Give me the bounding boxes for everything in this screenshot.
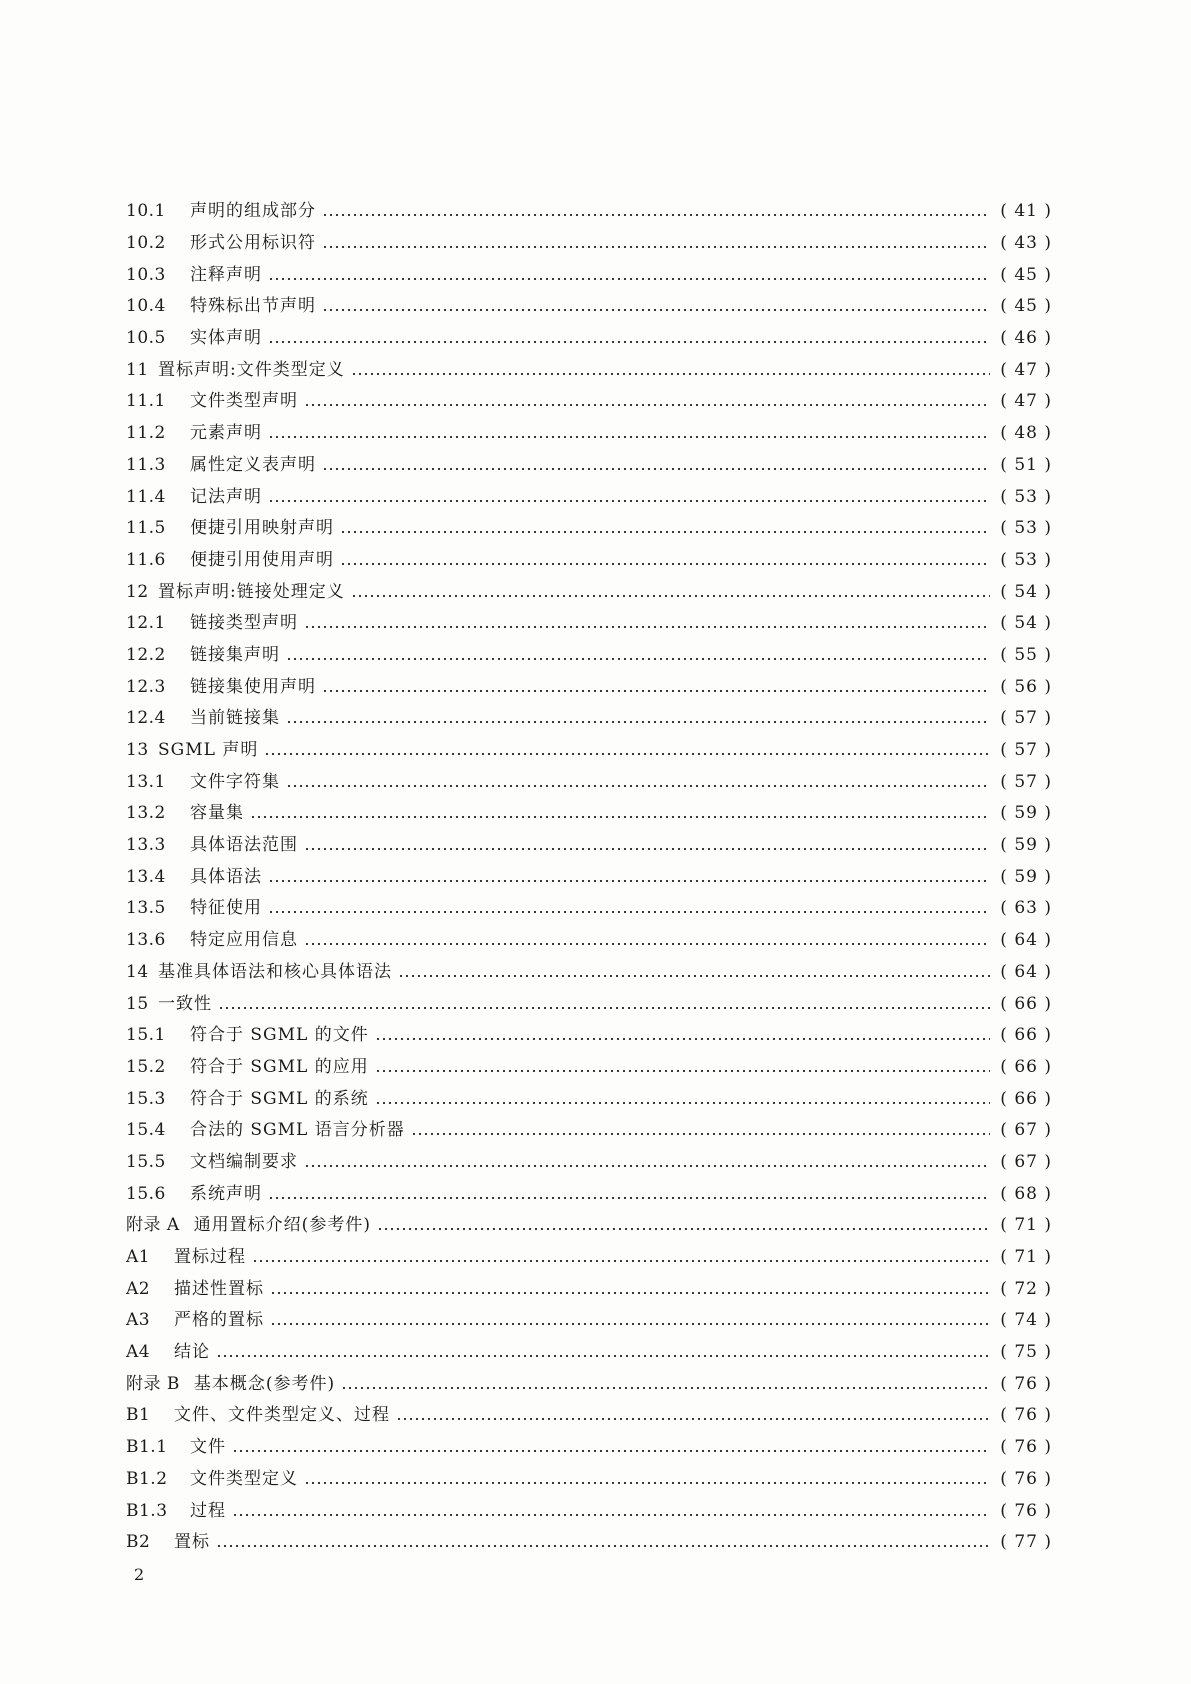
toc-entry bbox=[126, 1337, 1052, 1369]
toc-entry-title: 声明的组成部分 bbox=[190, 201, 316, 222]
toc-dot-leader bbox=[270, 1281, 990, 1298]
toc-dot-leader bbox=[341, 1376, 990, 1393]
toc-entry bbox=[126, 481, 1052, 513]
toc-entry-page: ( 64 ) bbox=[1000, 961, 1052, 982]
toc-entry-title: 文件字符集 bbox=[190, 771, 280, 792]
toc-entry bbox=[126, 608, 1052, 640]
toc-dot-leader bbox=[216, 1344, 990, 1361]
toc-entry-title: 当前链接集 bbox=[190, 708, 280, 729]
toc-entry bbox=[126, 766, 1052, 798]
toc-entry bbox=[126, 1400, 1052, 1432]
toc-entry-page: ( 66 ) bbox=[1000, 1088, 1052, 1109]
toc-entry-page: ( 67 ) bbox=[1000, 1120, 1052, 1141]
toc-dot-leader bbox=[232, 1439, 990, 1456]
toc-entry bbox=[126, 1210, 1052, 1242]
toc-entry-page: ( 57 ) bbox=[1000, 708, 1052, 729]
toc-entry-number: 14 bbox=[126, 961, 149, 982]
toc-entry-page: ( 59 ) bbox=[1000, 803, 1052, 824]
toc-entry-page: ( 48 ) bbox=[1000, 423, 1052, 444]
toc-entry-title: 符合于 SGML 的文件 bbox=[190, 1025, 369, 1046]
toc-entry-page: ( 76 ) bbox=[1000, 1373, 1052, 1394]
toc-entry bbox=[126, 893, 1052, 925]
toc-dot-leader bbox=[396, 1407, 990, 1424]
toc-entry-page: ( 54 ) bbox=[1000, 613, 1052, 634]
toc-dot-leader bbox=[398, 964, 990, 981]
toc-entry-title: 链接类型声明 bbox=[190, 613, 298, 634]
toc-entry-title: 文件类型声明 bbox=[190, 391, 298, 412]
toc-entry-title: 形式公用标识符 bbox=[190, 233, 316, 254]
toc-dot-leader bbox=[218, 996, 990, 1013]
table-of-contents bbox=[126, 196, 1052, 1559]
toc-dot-leader bbox=[322, 457, 990, 474]
toc-entry-title: 链接集声明 bbox=[190, 644, 280, 665]
toc-entry-title: 文件类型定义 bbox=[190, 1468, 298, 1489]
toc-dot-leader bbox=[377, 1217, 990, 1234]
toc-entry-number: 12 bbox=[126, 581, 149, 602]
toc-entry bbox=[126, 1242, 1052, 1274]
toc-entry-title: 实体声明 bbox=[190, 328, 262, 349]
toc-entry bbox=[126, 1527, 1052, 1559]
toc-dot-leader bbox=[340, 552, 990, 569]
toc-entry bbox=[126, 545, 1052, 577]
toc-entry-number: 10.4 bbox=[126, 296, 166, 317]
toc-entry bbox=[126, 1368, 1052, 1400]
toc-dot-leader bbox=[351, 362, 990, 379]
toc-dot-leader bbox=[268, 869, 990, 886]
toc-entry-page: ( 43 ) bbox=[1000, 233, 1052, 254]
toc-entry-page: ( 45 ) bbox=[1000, 296, 1052, 317]
toc-dot-leader bbox=[270, 1312, 990, 1329]
toc-entry bbox=[126, 259, 1052, 291]
toc-entry bbox=[126, 830, 1052, 862]
toc-entry-page: ( 76 ) bbox=[1000, 1468, 1052, 1489]
toc-entry-title: SGML 声明 bbox=[158, 740, 259, 761]
toc-entry-page: ( 53 ) bbox=[1000, 549, 1052, 570]
toc-entry-title: 结论 bbox=[174, 1342, 210, 1363]
toc-entry-number: 11.6 bbox=[126, 549, 166, 570]
toc-dot-leader bbox=[351, 584, 990, 601]
toc-entry-title: 过程 bbox=[190, 1500, 226, 1521]
toc-dot-leader bbox=[232, 1503, 990, 1520]
toc-entry bbox=[126, 861, 1052, 893]
toc-dot-leader bbox=[322, 679, 990, 696]
toc-entry-title: 特征使用 bbox=[190, 898, 262, 919]
toc-dot-leader bbox=[286, 647, 990, 664]
toc-entry-number: 12.4 bbox=[126, 708, 166, 729]
toc-entry-page: ( 66 ) bbox=[1000, 1056, 1052, 1077]
toc-entry bbox=[126, 925, 1052, 957]
toc-dot-leader bbox=[375, 1091, 990, 1108]
toc-entry-number: 13.1 bbox=[126, 771, 166, 792]
toc-entry-number: A1 bbox=[126, 1247, 151, 1268]
toc-entry-number: 13.5 bbox=[126, 898, 166, 919]
toc-entry-title: 描述性置标 bbox=[174, 1278, 264, 1299]
toc-entry-title: 严格的置标 bbox=[174, 1310, 264, 1331]
toc-entry-page: ( 53 ) bbox=[1000, 518, 1052, 539]
toc-dot-leader bbox=[268, 900, 990, 917]
toc-entry bbox=[126, 1020, 1052, 1052]
toc-entry-number: B1.2 bbox=[126, 1468, 168, 1489]
toc-dot-leader bbox=[268, 267, 990, 284]
toc-entry-title: 符合于 SGML 的应用 bbox=[190, 1056, 369, 1077]
toc-dot-leader bbox=[250, 805, 990, 822]
toc-entry bbox=[126, 386, 1052, 418]
toc-dot-leader bbox=[216, 1534, 990, 1551]
toc-entry-page: ( 77 ) bbox=[1000, 1532, 1052, 1553]
toc-entry-title: 基本概念(参考件) bbox=[193, 1373, 336, 1394]
toc-entry-number: 15.4 bbox=[126, 1120, 166, 1141]
toc-dot-leader bbox=[304, 1154, 990, 1171]
toc-entry-number: 11.5 bbox=[126, 518, 166, 539]
toc-entry-page: ( 72 ) bbox=[1000, 1278, 1052, 1299]
toc-entry-title: 注释声明 bbox=[190, 264, 262, 285]
toc-entry bbox=[126, 798, 1052, 830]
toc-entry-page: ( 46 ) bbox=[1000, 328, 1052, 349]
toc-entry-page: ( 63 ) bbox=[1000, 898, 1052, 919]
toc-entry bbox=[126, 1052, 1052, 1084]
toc-entry-page: ( 71 ) bbox=[1000, 1247, 1052, 1268]
toc-entry-number: 10.1 bbox=[126, 201, 166, 222]
toc-entry-number: 11.4 bbox=[126, 486, 166, 507]
toc-entry bbox=[126, 671, 1052, 703]
toc-entry-title: 置标声明:文件类型定义 bbox=[158, 359, 345, 380]
toc-dot-leader bbox=[304, 393, 990, 410]
toc-entry bbox=[126, 640, 1052, 672]
toc-entry-number: 13.2 bbox=[126, 803, 166, 824]
toc-entry-page: ( 57 ) bbox=[1000, 740, 1052, 761]
toc-entry bbox=[126, 1115, 1052, 1147]
toc-dot-leader bbox=[252, 1249, 990, 1266]
toc-entry-title: 链接集使用声明 bbox=[190, 676, 316, 697]
toc-entry-number: 13.6 bbox=[126, 930, 166, 951]
toc-entry-title: 置标 bbox=[174, 1532, 210, 1553]
toc-entry bbox=[126, 1464, 1052, 1496]
toc-entry-number: 15.6 bbox=[126, 1183, 166, 1204]
toc-entry bbox=[126, 450, 1052, 482]
toc-dot-leader bbox=[340, 520, 990, 537]
toc-entry-title: 属性定义表声明 bbox=[190, 454, 316, 475]
toc-entry-number: 15.5 bbox=[126, 1151, 166, 1172]
toc-entry bbox=[126, 196, 1052, 228]
toc-entry bbox=[126, 354, 1052, 386]
toc-entry-number: A3 bbox=[126, 1310, 151, 1331]
toc-entry-number: 13 bbox=[126, 740, 149, 761]
toc-entry-number: 10.3 bbox=[126, 264, 166, 285]
toc-entry bbox=[126, 1147, 1052, 1179]
toc-dot-leader bbox=[286, 774, 990, 791]
toc-entry-title: 通用置标介绍(参考件) bbox=[193, 1215, 371, 1236]
toc-entry-number: 13.4 bbox=[126, 866, 166, 887]
toc-entry-title: 文件、文件类型定义、过程 bbox=[174, 1405, 390, 1426]
toc-entry-title: 合法的 SGML 语言分析器 bbox=[190, 1120, 405, 1141]
toc-dot-leader bbox=[286, 710, 990, 727]
toc-entry-title: 文档编制要求 bbox=[190, 1151, 298, 1172]
toc-entry-page: ( 41 ) bbox=[1000, 201, 1052, 222]
toc-entry-title: 便捷引用使用声明 bbox=[190, 549, 334, 570]
toc-entry-number: B1.3 bbox=[126, 1500, 168, 1521]
toc-entry-page: ( 66 ) bbox=[1000, 1025, 1052, 1046]
toc-dot-leader bbox=[322, 298, 990, 315]
toc-entry-number: A2 bbox=[126, 1278, 151, 1299]
toc-entry bbox=[126, 703, 1052, 735]
toc-entry-page: ( 75 ) bbox=[1000, 1342, 1052, 1363]
toc-dot-leader bbox=[264, 742, 990, 759]
toc-entry-title: 基准具体语法和核心具体语法 bbox=[158, 961, 392, 982]
toc-entry-page: ( 66 ) bbox=[1000, 993, 1052, 1014]
toc-entry-page: ( 57 ) bbox=[1000, 771, 1052, 792]
toc-entry-number: 10.5 bbox=[126, 328, 166, 349]
toc-dot-leader bbox=[304, 932, 990, 949]
toc-entry-number: 15 bbox=[126, 993, 149, 1014]
toc-entry-page: ( 76 ) bbox=[1000, 1500, 1052, 1521]
toc-entry-page: ( 74 ) bbox=[1000, 1310, 1052, 1331]
toc-dot-leader bbox=[411, 1122, 990, 1139]
toc-entry-title: 便捷引用映射声明 bbox=[190, 518, 334, 539]
toc-entry-page: ( 76 ) bbox=[1000, 1405, 1052, 1426]
toc-entry bbox=[126, 418, 1052, 450]
toc-entry-title: 置标声明:链接处理定义 bbox=[158, 581, 345, 602]
toc-entry-title: 一致性 bbox=[158, 993, 212, 1014]
toc-dot-leader bbox=[268, 489, 990, 506]
toc-entry-number: 12.3 bbox=[126, 676, 166, 697]
toc-entry-number: B2 bbox=[126, 1532, 151, 1553]
toc-entry-number: A4 bbox=[126, 1342, 151, 1363]
toc-entry-title: 符合于 SGML 的系统 bbox=[190, 1088, 369, 1109]
toc-entry-title: 具体语法范围 bbox=[190, 835, 298, 856]
toc-entry-page: ( 55 ) bbox=[1000, 644, 1052, 665]
toc-entry bbox=[126, 1432, 1052, 1464]
toc-entry-number: 11.1 bbox=[126, 391, 166, 412]
toc-entry-number: B1 bbox=[126, 1405, 151, 1426]
toc-entry bbox=[126, 1273, 1052, 1305]
page-number: 2 bbox=[134, 1565, 145, 1584]
toc-entry-number: 13.3 bbox=[126, 835, 166, 856]
toc-entry-number: 15.3 bbox=[126, 1088, 166, 1109]
toc-entry bbox=[126, 513, 1052, 545]
toc-entry-title: 容量集 bbox=[190, 803, 244, 824]
toc-entry-number: 附录 B bbox=[126, 1373, 180, 1394]
toc-dot-leader bbox=[304, 1471, 990, 1488]
toc-entry bbox=[126, 323, 1052, 355]
toc-entry-number: 15.2 bbox=[126, 1056, 166, 1077]
toc-entry-page: ( 67 ) bbox=[1000, 1151, 1052, 1172]
toc-entry-page: ( 56 ) bbox=[1000, 676, 1052, 697]
toc-entry-page: ( 53 ) bbox=[1000, 486, 1052, 507]
toc-entry-page: ( 45 ) bbox=[1000, 264, 1052, 285]
toc-entry-page: ( 47 ) bbox=[1000, 359, 1052, 380]
toc-entry-page: ( 68 ) bbox=[1000, 1183, 1052, 1204]
toc-dot-leader bbox=[304, 837, 990, 854]
toc-entry-page: ( 71 ) bbox=[1000, 1215, 1052, 1236]
toc-entry bbox=[126, 957, 1052, 989]
toc-dot-leader bbox=[268, 425, 990, 442]
toc-entry-title: 记法声明 bbox=[190, 486, 262, 507]
toc-entry-page: ( 51 ) bbox=[1000, 454, 1052, 475]
toc-entry-page: ( 64 ) bbox=[1000, 930, 1052, 951]
toc-entry-title: 特定应用信息 bbox=[190, 930, 298, 951]
toc-entry-page: ( 59 ) bbox=[1000, 866, 1052, 887]
toc-dot-leader bbox=[268, 330, 990, 347]
toc-entry-number: 12.1 bbox=[126, 613, 166, 634]
toc-dot-leader bbox=[375, 1059, 990, 1076]
toc-entry bbox=[126, 1305, 1052, 1337]
toc-entry-number: 11.3 bbox=[126, 454, 166, 475]
toc-entry-number: 11 bbox=[126, 359, 149, 380]
toc-entry bbox=[126, 228, 1052, 260]
toc-dot-leader bbox=[304, 615, 990, 632]
toc-entry-title: 文件 bbox=[190, 1437, 226, 1458]
toc-entry-title: 置标过程 bbox=[174, 1247, 246, 1268]
toc-entry-page: ( 76 ) bbox=[1000, 1437, 1052, 1458]
toc-entry bbox=[126, 1178, 1052, 1210]
toc-entry-page: ( 47 ) bbox=[1000, 391, 1052, 412]
toc-entry bbox=[126, 576, 1052, 608]
toc-entry-page: ( 54 ) bbox=[1000, 581, 1052, 602]
toc-dot-leader bbox=[322, 235, 990, 252]
toc-dot-leader bbox=[322, 203, 990, 220]
toc-entry-page: ( 59 ) bbox=[1000, 835, 1052, 856]
toc-entry-number: 12.2 bbox=[126, 644, 166, 665]
toc-entry-number: B1.1 bbox=[126, 1437, 168, 1458]
toc-entry-title: 特殊标出节声明 bbox=[190, 296, 316, 317]
toc-entry-title: 系统声明 bbox=[190, 1183, 262, 1204]
toc-entry-title: 具体语法 bbox=[190, 866, 262, 887]
toc-entry bbox=[126, 988, 1052, 1020]
toc-entry bbox=[126, 735, 1052, 767]
toc-entry-number: 15.1 bbox=[126, 1025, 166, 1046]
toc-entry bbox=[126, 291, 1052, 323]
toc-entry-title: 元素声明 bbox=[190, 423, 262, 444]
toc-dot-leader bbox=[268, 1186, 990, 1203]
toc-entry-number: 10.2 bbox=[126, 233, 166, 254]
toc-entry-number: 11.2 bbox=[126, 423, 166, 444]
toc-entry-number: 附录 A bbox=[126, 1215, 180, 1236]
toc-entry bbox=[126, 1495, 1052, 1527]
toc-entry bbox=[126, 1083, 1052, 1115]
toc-dot-leader bbox=[375, 1027, 990, 1044]
